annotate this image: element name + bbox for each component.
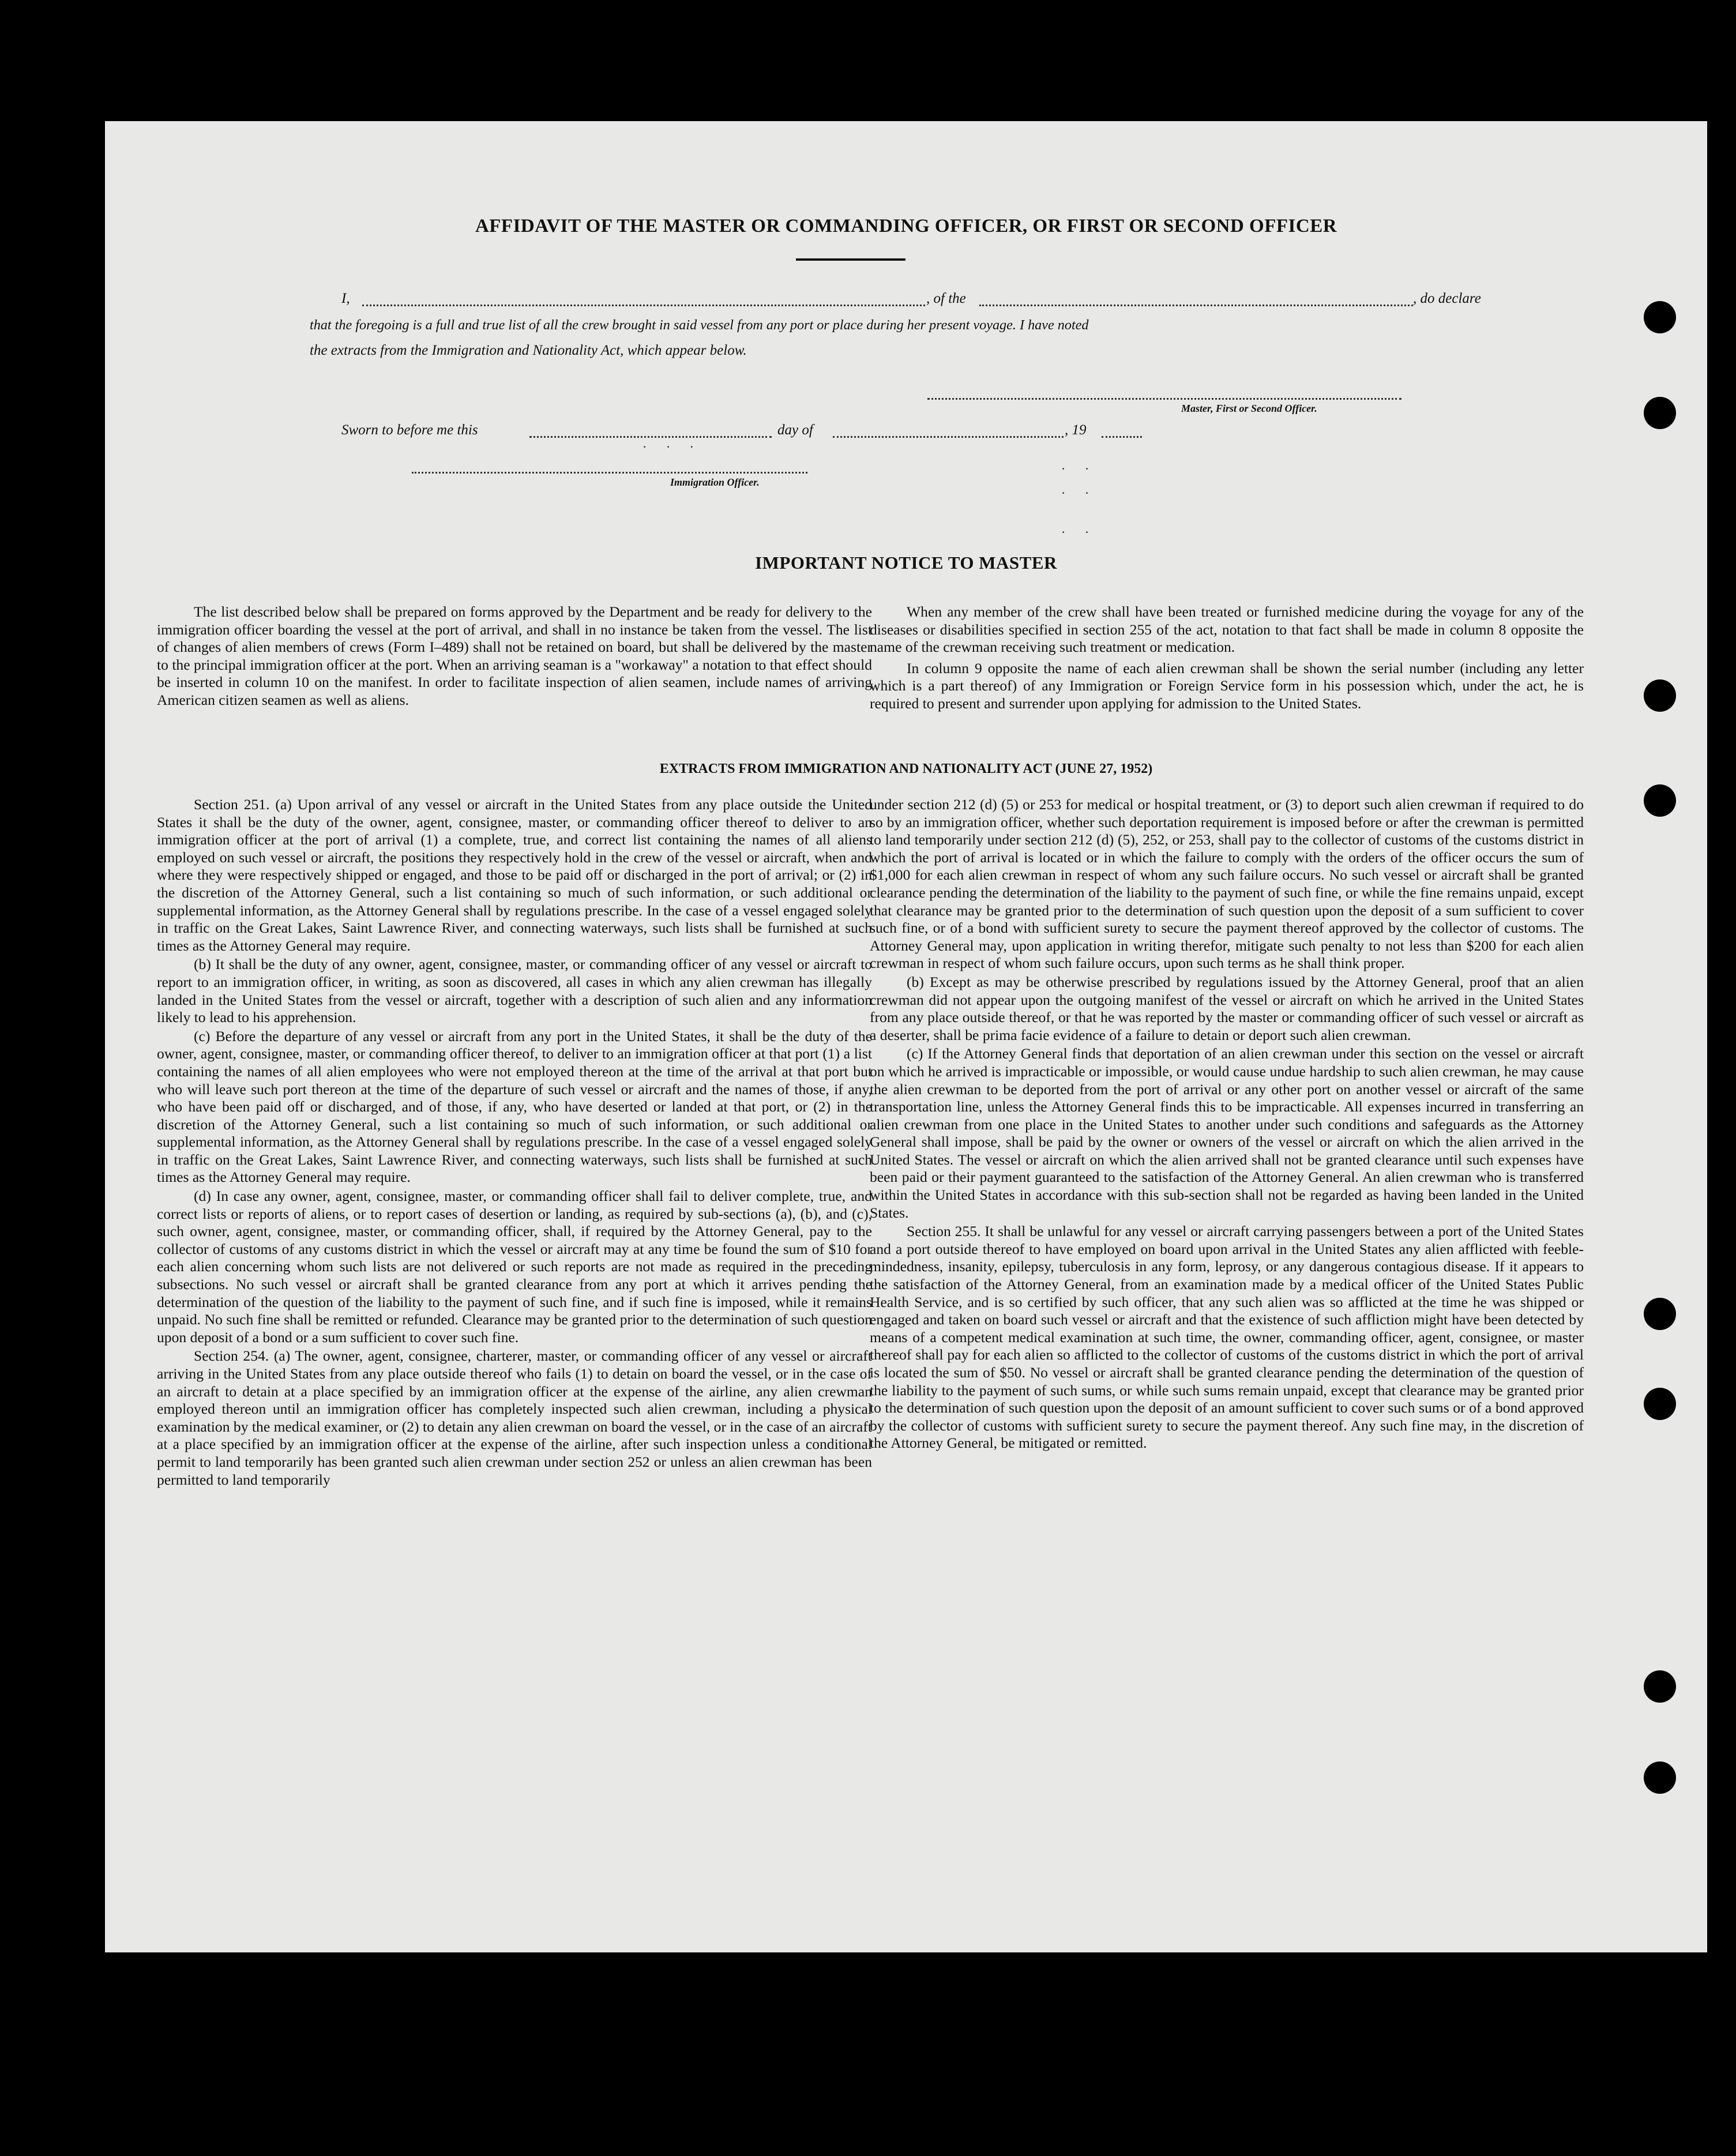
section-254b: (b) Except as may be otherwise prescribed by regulations issued by the Attorney General, proof that an alien crewman did not appear upon the outgoing manifest of the vessel or aircraft on which he arrived in the United States from any place outside thereof, or that he was reported by the master or commanding officer of such vessel or aircraft as a deserter, shall be prima facie evidence of a failure to detain or deport such alien crewman. [870, 973, 1584, 1043]
notice-left-column [157, 603, 872, 709]
punch-hole [1644, 1388, 1676, 1420]
section-251a: Section 251. (a) Upon arrival of any vessel or aircraft in the United States from any place outside the United States it shall be the duty of the owner, agent, consignee, master, or commanding officer thereof to deliver to an immigration officer at the port of arrival (1) a complete, true, and correct list containing the names of all aliens employed on such vessel or aircraft, the positions they respectively hold in the crew of the vessel or aircraft, when and where they were respectively shipped or engaged, and those to be paid off or discharged in the port of arrival; or (2) in the discretion of the Attorney General, such a list containing so much of such information, or such additional or supplemental information, as the Attorney General shall by regulations prescribe. In the case of a vessel engaged solely in traffic on the Great Lakes, Saint Lawrence River, and connecting waterways, such lists shall be furnished at such times as the Attorney General may require. [157, 796, 872, 954]
extracts-title: EXTRACTS FROM IMMIGRATION AND NATIONALITY ACT (JUNE 27, 1952) [659, 761, 1153, 776]
notice-paragraph: In column 9 opposite the name of each alien crewman shall be shown the serial number (including any letter which is a part thereof) of any Immigration or Foreign Service form in his possession which, under the act, he is required to present and surrender upon applying for admission to the United States. [870, 659, 1584, 712]
month-blank [833, 436, 1064, 438]
affidavit-statement: that the foregoing is a full and true list of all the crew brought in said vessel from any port or place during her present voyage. I have noted [310, 317, 1089, 333]
vessel-blank [979, 305, 1413, 306]
section-254c: (c) If the Attorney General finds that deportation of an alien crewman under this section on the vessel or aircraft on which he arrived is impracticable or impossible, or would cause undue hardship to such alien crewman, he may cause the alien crewman to be deported from the port of arrival or any other port on another vessel or aircraft of the same transportation line, unless the Attorney General finds this to be impracticable. All expenses incurred in transferring an alien crewman from one place in the United States to another under such conditions and safeguards as the Attorney General shall impose, shall be paid by the owner or owners of the vessel or aircraft on which the alien arrived in the United States. The vessel or aircraft on which the alien arrived shall not be granted clearance until such expenses have been paid or their payment guaranteed to the satisfaction of the Attorney General. An alien crewman who is transferred within the United States in accordance with this sub-section shall not be regarded as having been landed in the United States. [870, 1045, 1584, 1221]
section-251b: (b) It shall be the duty of any owner, agent, consignee, master, or commanding officer of any vessel or aircraft to report to an immigration officer, in writing, as soon as discovered, all cases in which any alien crewman has illegally landed in the United States from the vessel or aircraft, together with a description of such alien and any information likely to lead to his apprehension. [157, 956, 872, 1026]
title-rule [796, 258, 905, 261]
punch-hole [1644, 784, 1676, 817]
master-signature-line [927, 398, 1401, 400]
notice-title: IMPORTANT NOTICE TO MASTER [755, 553, 1057, 573]
notice-paragraph: When any member of the crew shall have been treated or furnished medicine during the voyage for any of the diseases or disabilities specified in section 255 of the act, notation to that fact shall be made in column 8 opposite the name of the crewman receiving such treatment or medication. [870, 603, 1584, 656]
year-blank [1102, 436, 1142, 438]
punch-hole [1644, 1761, 1676, 1794]
name-blank [362, 305, 925, 306]
punch-hole [1644, 397, 1676, 429]
section-255: Section 255. It shall be unlawful for any vessel or aircraft carrying passengers between a port of the United States and a port outside thereof to have employed on board upon arrival in the United States any alien afflicted with feeble-mindedness, insanity, epilepsy, tuberculosis in any form, leprosy, or any dangerous contagious disease. If it appears to the satisfaction of the Attorney General, from an examination made by a medical officer of the United States Public Health Service, and is so certified by such officer, that any such alien was so afflicted at the time he was shipped or engaged and taken on board such vessel or aircraft and that the existence of such affliction might have been detected by means of a competent medical examination at such time, the owner, commanding officer, agent, consignee, or master thereof shall pay for each alien so afflicted to the collector of customs of the customs district in which the port of arrival is located the sum of $50. No vessel or aircraft shall be granted clearance pending the determination of the question of the liability to the payment of such sums, or while such sums remain unpaid, except that clearance may be granted prior to the determination of such question upon the deposit of an amount sufficient to cover such sums or of a bond approved by the collector of customs with sufficient surety to secure the payment thereof. Any such fine may, in the discretion of the Attorney General, be mitigated or remitted. [870, 1223, 1584, 1452]
punch-hole [1644, 301, 1676, 333]
notice-right-column [870, 603, 1584, 713]
officer-caption: Immigration Officer. [670, 476, 760, 488]
master-caption: Master, First or Second Officer. [1181, 403, 1317, 414]
affidavit-statement-cont: the extracts from the Immigration and Nationality Act, which appear below. [310, 343, 747, 358]
year-label: , 19 [1065, 422, 1087, 438]
notice-paragraph: The list described below shall be prepared on forms approved by the Department and be ready for delivery to the immigration officer boarding the vessel at the port of arrival, and shall in no instance be taken from the vessel. The list of changes of alien members of crews (Form I–489) shall not be retained on board, but shall be delivered by the master to the principal immigration officer at the port. When an arriving seaman is a "workaway" a notation to that effect should be inserted in column 10 on the manifest. In order to facilitate inspection of alien seamen, include names of arriving American citizen seamen as well as aliens. [157, 603, 872, 708]
day-of-label: day of [777, 422, 813, 438]
sworn-label: Sworn to before me this [341, 422, 478, 438]
section-251d: (d) In case any owner, agent, consignee, master, or commanding officer shall fail to deliver complete, true, and correct lists or reports of aliens, or to report cases of desertion or landing, as required by sub-sections (a), (b), and (c), such owner, agent, consignee, master, or commanding officer, shall, if required by the Attorney General, pay to the collector of customs of any customs district in which the vessel or aircraft may at any time be found the sum of $10 for each alien concerning whom such lists are not delivered or such reports are not made as required in the preceding subsections. No such vessel or aircraft shall be granted clearance from any port at which it arrives pending the determination of the question of the liability to the payment of such fine, and if such fine is imposed, while it remains unpaid. No such fine shall be remitted or refunded. Clearance may be granted prior to the determination of such question upon deposit of a bond or a sum sufficient to cover such fine. [157, 1188, 872, 1346]
punch-hole [1644, 679, 1676, 712]
punch-dots: · · [1061, 486, 1098, 500]
punch-dots: · · [1061, 461, 1098, 476]
punch-dots: · · · [642, 440, 702, 454]
officer-signature-line [412, 472, 807, 474]
section-254a: Section 254. (a) The owner, agent, consignee, charterer, master, or commanding officer of any vessel or aircraft arriving in the United States from any place outside thereof who fails (1) to detain on board the vessel, or in the case of an aircraft to detain at a place specified by an immigration officer at the expense of the airline, any alien crewman employed thereon until an immigration officer has completely inspected such alien crewman, including a physical examination by the medical examiner, or (2) to detain any alien crewman on board the vessel, or in the case of an aircraft at a place specified by an immigration officer at the expense of the airline, after such inspection unless a conditional permit to land temporarily has been granted such alien crewman under section 252 or unless an alien crewman has been permitted to land temporarily [157, 1347, 872, 1488]
document-page [105, 121, 1707, 1952]
declare-label: , do declare [1413, 291, 1481, 306]
of-the-label: , of the [926, 291, 966, 306]
punch-dots: · · [1061, 525, 1098, 539]
affidavit-title: AFFIDAVIT OF THE MASTER OR COMMANDING OFFICER, OR FIRST OR SECOND OFFICER [475, 216, 1337, 236]
affidavit-i-label: I, [341, 291, 350, 306]
section-251c: (c) Before the departure of any vessel or aircraft from any port in the United States, it shall be the duty of the owner, agent, consignee, master, or commanding officer thereof, to deliver to an immigration officer at that port (1) a list containing the names of all alien employees who were not employed thereon at the time of the arrival at that port but who will leave such port thereon at the time of the departure of such vessel or aircraft and the names of those, if any, who have been paid off or discharged, and of those, if any, who have deserted or landed at that port, or (2) in the discretion of the Attorney General, such a list containing so much of such information, or such additional or supplemental information, as the Attorney General shall by regulations prescribe. In the case of a vessel engaged solely in traffic on the Great Lakes, Saint Lawrence River, and connecting waterways, such lists shall be furnished at such times as the Attorney General may require. [157, 1027, 872, 1186]
punch-hole [1644, 1298, 1676, 1330]
section-254a-cont: under section 212 (d) (5) or 253 for medical or hospital treatment, or (3) to deport such alien crewman if required to do so by an immigration officer, whether such deportation requirement is imposed before or after the crewman is permitted to land temporarily under section 212 (d) (5), 252, or 253, shall pay to the collector of customs of the customs district in which the port of arrival is located or in which the failure to comply with the orders of the officer occurs the sum of $1,000 for each alien crewman in respect of whom any such failure occurs. No such vessel or aircraft shall be granted clearance pending the determination of the liability to the payment of such fine, or while the fine remains unpaid, except that clearance may be granted prior to the determination of such question upon the deposit of a sum sufficient to cover such fine, or of a bond with sufficient surety to secure the payment thereof approved by the collector of customs. The Attorney General may, upon application in writing therefor, mitigate such penalty to not less than $200 for each alien crewman in respect of whom such failure occurs, upon such terms as he shall think proper. [870, 796, 1584, 972]
extracts-right-column [870, 796, 1584, 1452]
extracts-left-column [157, 796, 872, 1489]
sworn-day-blank [529, 436, 772, 438]
punch-hole [1644, 1670, 1676, 1703]
